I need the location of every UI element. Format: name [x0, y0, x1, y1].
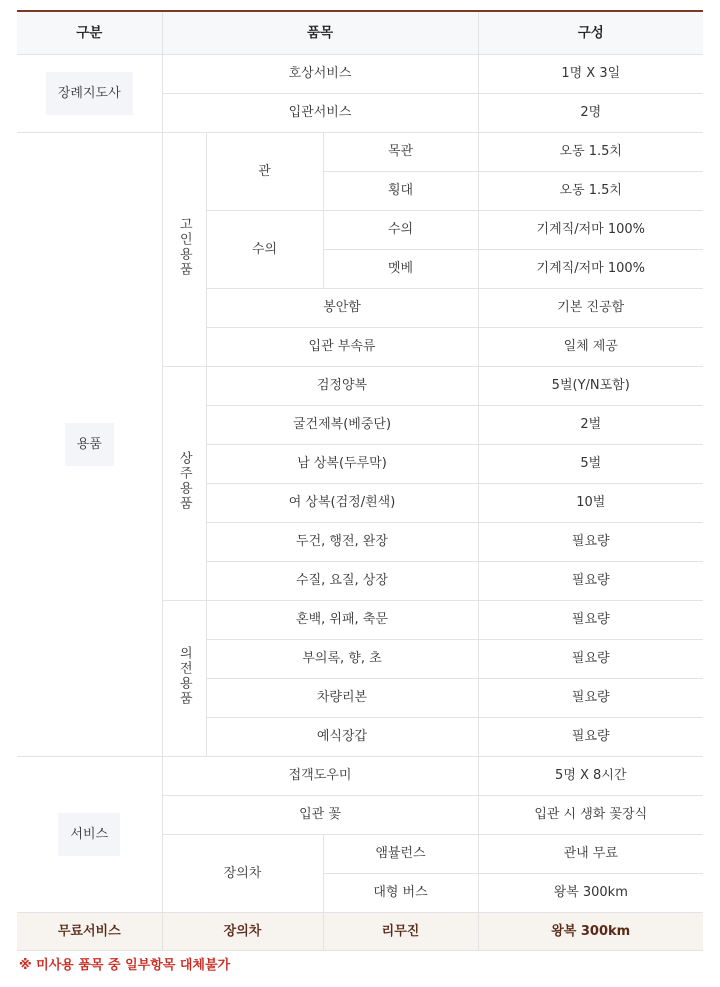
item-cell: 굴건제복(베중단): [206, 406, 478, 445]
item-cell: 예식장갑: [206, 718, 478, 757]
item-cell: 여 상복(검정/흰색): [206, 484, 478, 523]
composition-cell: 필요량: [478, 679, 703, 718]
composition-cell: 기계직/저마 100%: [478, 250, 703, 289]
item-cell: 수질, 요질, 상장: [206, 562, 478, 601]
category-label: 용품: [65, 423, 114, 467]
header-composition: 구성: [478, 11, 703, 55]
composition-cell: 5명 X 8시간: [478, 757, 703, 796]
item-cell: 호상서비스: [162, 55, 478, 94]
table-row: [17, 757, 703, 796]
composition-cell: 2명: [478, 94, 703, 133]
composition-cell: 필요량: [478, 601, 703, 640]
item-cell: 차량리본: [206, 679, 478, 718]
item-cell: 두건, 행전, 완장: [206, 523, 478, 562]
item-cell: 봉안함: [206, 289, 478, 328]
free-service-label: 무료서비스: [17, 913, 162, 951]
composition-cell: 필요량: [478, 562, 703, 601]
group-shroud: 수의: [206, 211, 323, 289]
item-cell: 앰뷸런스: [323, 835, 478, 874]
free-service-distance: 왕복 300km: [478, 913, 703, 951]
item-cell: 횡대: [323, 172, 478, 211]
item-cell: 멧베: [323, 250, 478, 289]
header-category: 구분: [17, 11, 162, 55]
composition-cell: 관내 무료: [478, 835, 703, 874]
item-cell: 검정양복: [206, 367, 478, 406]
subcategory-deceased: [162, 133, 206, 367]
vertical-label: 상주용품: [176, 451, 192, 512]
free-service-limousine: 리무진: [323, 913, 478, 951]
composition-cell: 일체 제공: [478, 328, 703, 367]
composition-cell: 필요량: [478, 523, 703, 562]
table-row: [17, 133, 703, 172]
subcategory-mourner: [162, 367, 206, 601]
free-service-vehicle: 장의차: [162, 913, 323, 951]
category-supplies: [17, 133, 162, 757]
composition-cell: 2벌: [478, 406, 703, 445]
free-service-row: [17, 913, 703, 951]
item-cell: 대형 버스: [323, 874, 478, 913]
composition-cell: 오동 1.5치: [478, 133, 703, 172]
composition-cell: 오동 1.5치: [478, 172, 703, 211]
group-coffin: 관: [206, 133, 323, 211]
item-cell: 부의록, 향, 초: [206, 640, 478, 679]
item-cell: 입관서비스: [162, 94, 478, 133]
vertical-label: 의전용품: [176, 646, 192, 707]
table-header-row: [17, 11, 703, 55]
item-cell: 입관 부속류: [206, 328, 478, 367]
category-service: [17, 757, 162, 913]
table-row: [17, 55, 703, 94]
item-cell: 접객도우미: [162, 757, 478, 796]
composition-cell: 필요량: [478, 718, 703, 757]
composition-cell: 왕복 300km: [478, 874, 703, 913]
composition-cell: 5벌(Y/N포함): [478, 367, 703, 406]
category-label: 장례지도사: [46, 72, 133, 116]
vertical-label: 고인용품: [176, 217, 192, 278]
category-funeral-director: [17, 55, 162, 133]
header-item: 품목: [162, 11, 478, 55]
composition-cell: 기계직/저마 100%: [478, 211, 703, 250]
funeral-package-table: [17, 10, 703, 951]
item-cell: 남 상복(두루막): [206, 445, 478, 484]
category-label: 서비스: [58, 813, 120, 857]
item-cell: 혼백, 위패, 축문: [206, 601, 478, 640]
composition-cell: 입관 시 생화 꽃장식: [478, 796, 703, 835]
item-cell: 수의: [323, 211, 478, 250]
notice-text: ※ 미사용 품목 중 일부항목 대체불가: [19, 958, 231, 973]
subcategory-ceremony: [162, 601, 206, 757]
item-cell: 입관 꽃: [162, 796, 478, 835]
composition-cell: 필요량: [478, 640, 703, 679]
composition-cell: 1명 X 3일: [478, 55, 703, 94]
item-cell: 목관: [323, 133, 478, 172]
composition-cell: 5벌: [478, 445, 703, 484]
package-table-container: [17, 10, 703, 951]
composition-cell: 기본 진공함: [478, 289, 703, 328]
group-vehicle: 장의차: [162, 835, 323, 913]
composition-cell: 10벌: [478, 484, 703, 523]
